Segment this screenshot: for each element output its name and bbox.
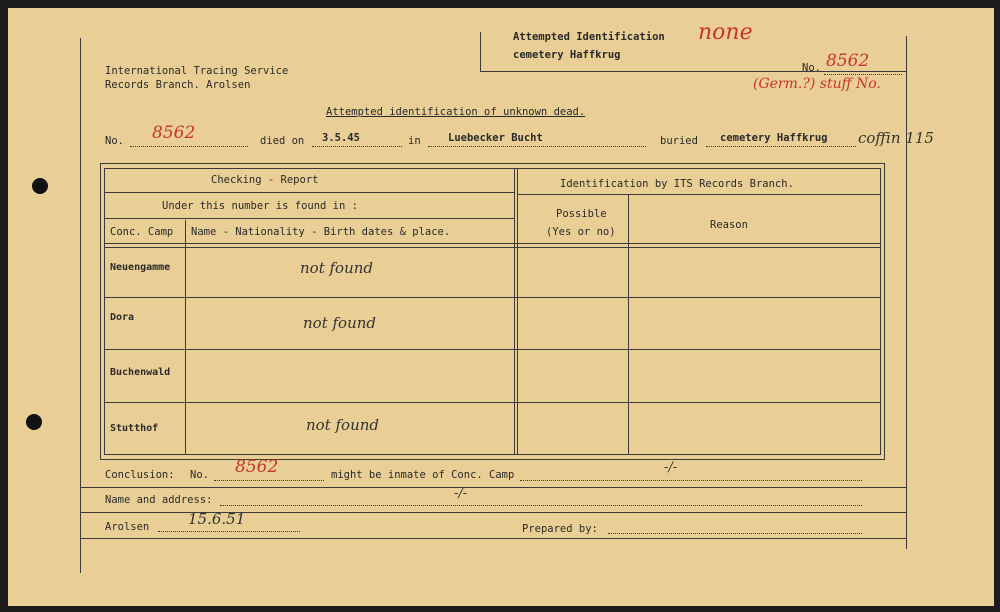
table-line-checking: [104, 192, 515, 193]
row-camp-buchenwald: Buchenwald: [110, 367, 171, 378]
row-camp-neuengamme: Neuengamme: [110, 262, 171, 273]
table-divider-camp: [185, 220, 186, 455]
conclusion-no-label: No.: [190, 469, 209, 481]
column-reason-header: Reason: [710, 219, 748, 231]
details-buried-label: buried: [660, 135, 698, 147]
name-address-label: Name and address:: [105, 494, 213, 506]
header-box-line1: Attempted Identification: [513, 31, 665, 43]
inmate-dots: [520, 480, 862, 481]
table-line-ident: [517, 194, 881, 195]
name-address-value: -/-: [454, 486, 468, 501]
table-line-header-b: [104, 247, 881, 248]
header-number-value: 8562: [826, 51, 870, 71]
frame-left-line: [80, 38, 81, 573]
footer-line-1: [80, 487, 906, 488]
header-number-dots: [824, 74, 902, 75]
inmate-value: -/-: [664, 460, 678, 475]
column-possible-header-1: Possible: [556, 208, 607, 220]
found-in-header: Under this number is found in :: [162, 200, 358, 212]
details-no-dots: [130, 146, 248, 147]
identification-header: Identification by ITS Records Branch.: [560, 178, 794, 190]
table-bottom-outer: [100, 459, 885, 460]
org-branch: Records Branch. Arolsen: [105, 79, 251, 91]
inmate-label: might be inmate of Conc. Camp: [331, 469, 515, 481]
details-died-label: died on: [260, 135, 305, 147]
row-result-dora: not found: [303, 314, 376, 332]
org-name: International Tracing Service: [105, 65, 289, 77]
column-camp-header: Conc. Camp: [110, 226, 174, 238]
header-box-line2: cemetery Haffkrug: [513, 49, 621, 61]
index-card: [8, 8, 994, 606]
table-divider-main-2: [517, 168, 518, 455]
page-title: Attempted identification of unknown dead.: [326, 106, 586, 118]
name-address-dots: [220, 505, 862, 506]
header-box-bottom: [480, 71, 907, 72]
punch-hole-top: [32, 178, 48, 194]
details-coffin-note: coffin 115: [858, 129, 934, 147]
frame-right-line: [906, 36, 907, 549]
details-in-value: Luebecker Bucht: [448, 132, 543, 144]
table-left-outer: [100, 163, 101, 460]
row-camp-stutthof: Stutthof: [110, 423, 159, 434]
date-value: 15.6.51: [188, 510, 246, 528]
header-red-subnote: (Germ.?) stuff No.: [753, 76, 881, 92]
table-left-inner: [104, 168, 105, 455]
details-in-label: in: [408, 135, 421, 147]
header-red-note: none: [698, 20, 753, 45]
table-divider-main: [514, 168, 515, 455]
checking-report-header: Checking - Report: [211, 174, 319, 186]
arolsen-label: Arolsen: [105, 521, 150, 533]
conclusion-no-dots: [214, 480, 324, 481]
conclusion-label: Conclusion:: [105, 469, 175, 481]
details-no-value: 8562: [152, 123, 196, 143]
details-in-dots: [428, 146, 646, 147]
prepared-by-dots: [608, 533, 862, 534]
punch-hole-bottom: [26, 414, 42, 430]
table-line-row1: [104, 297, 881, 298]
date-dots: [158, 531, 300, 532]
column-name-header: Name - Nationality - Birth dates & place.: [191, 226, 451, 238]
details-no-label: No.: [105, 135, 124, 147]
details-buried-dots: [706, 146, 856, 147]
table-right-inner: [880, 168, 881, 455]
prepared-by-label: Prepared by:: [522, 523, 598, 535]
footer-line-3: [80, 538, 906, 539]
details-died-dots: [312, 146, 402, 147]
table-bottom-inner: [104, 454, 881, 455]
table-right-outer: [884, 163, 885, 460]
table-line-row3: [104, 402, 881, 403]
conclusion-no-value: 8562: [235, 457, 279, 477]
table-line-found: [104, 218, 515, 219]
table-line-row2: [104, 349, 881, 350]
header-number-label: No.: [802, 62, 821, 74]
header-box-left: [480, 32, 481, 72]
details-buried-value: cemetery Haffkrug: [720, 132, 828, 144]
details-died-value: 3.5.45: [322, 132, 360, 144]
row-camp-dora: Dora: [110, 312, 135, 323]
table-line-header-a: [104, 243, 881, 244]
column-possible-header-2: (Yes or no): [546, 226, 616, 238]
row-result-stutthof: not found: [306, 416, 379, 434]
row-result-neuengamme: not found: [300, 259, 373, 277]
table-top-outer: [100, 163, 885, 164]
table-top-inner: [104, 168, 881, 169]
table-divider-reason: [628, 194, 629, 455]
